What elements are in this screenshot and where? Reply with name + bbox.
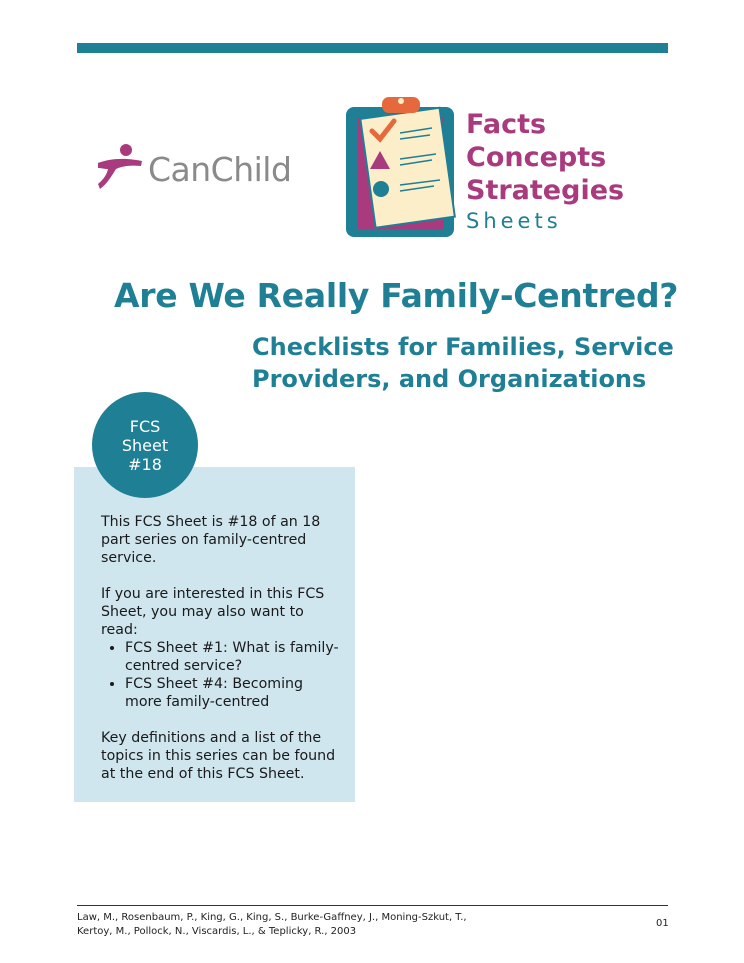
page-subtitle: Checklists for Families, Service Providers, and Organizations: [252, 333, 674, 393]
badge-line-1: FCS: [129, 417, 161, 436]
canchild-wordmark: CanChild: [148, 150, 292, 189]
fcs-logo-sheets: Sheets: [466, 209, 562, 233]
fcs-logo-wordmark: [466, 108, 624, 235]
canchild-logo: [96, 143, 296, 195]
list-item: • FCS Sheet #4: Becoming more family-centred: [125, 675, 341, 711]
badge-line-3: #18: [128, 455, 162, 474]
footer-divider: [77, 905, 668, 906]
fcs-logo-concepts: Concepts: [466, 142, 607, 173]
top-accent-bar: [77, 43, 668, 53]
info-paragraph-2: If you are interested in this FCS Sheet, you may also want to read:: [101, 586, 325, 638]
citation-line-1: Law, M., Rosenbaum, P., King, G., King, S., Burke-Gaffney, J., Moning-Szkut, T.,: [77, 912, 467, 923]
info-paragraph-3: Key definitions and a list of the topics in this series can be found at the end of this FCS Sheet.: [101, 730, 336, 782]
footer-citation: [77, 911, 497, 939]
page-number: 01: [656, 918, 669, 929]
sheet-number-badge: [92, 392, 198, 498]
canchild-figure-icon: [96, 143, 146, 193]
list-item: • FCS Sheet #1: What is family-centred service?: [125, 639, 341, 675]
page-title: Are We Really Family-Centred?: [114, 276, 679, 315]
related-sheets-list: [101, 639, 341, 711]
fcs-logo-strategies: Strategies: [466, 175, 625, 206]
clipboard-illustration: [344, 93, 464, 239]
info-box-text: [101, 513, 341, 801]
fcs-logo-facts: Facts: [466, 109, 547, 140]
badge-line-2: Sheet: [121, 436, 169, 455]
info-paragraph-1: This FCS Sheet is #18 of an 18 part series on family-centred service.: [101, 514, 321, 566]
citation-line-2: Kertoy, M., Pollock, N., Viscardis, L., & Teplicky, R., 2003: [77, 926, 357, 937]
